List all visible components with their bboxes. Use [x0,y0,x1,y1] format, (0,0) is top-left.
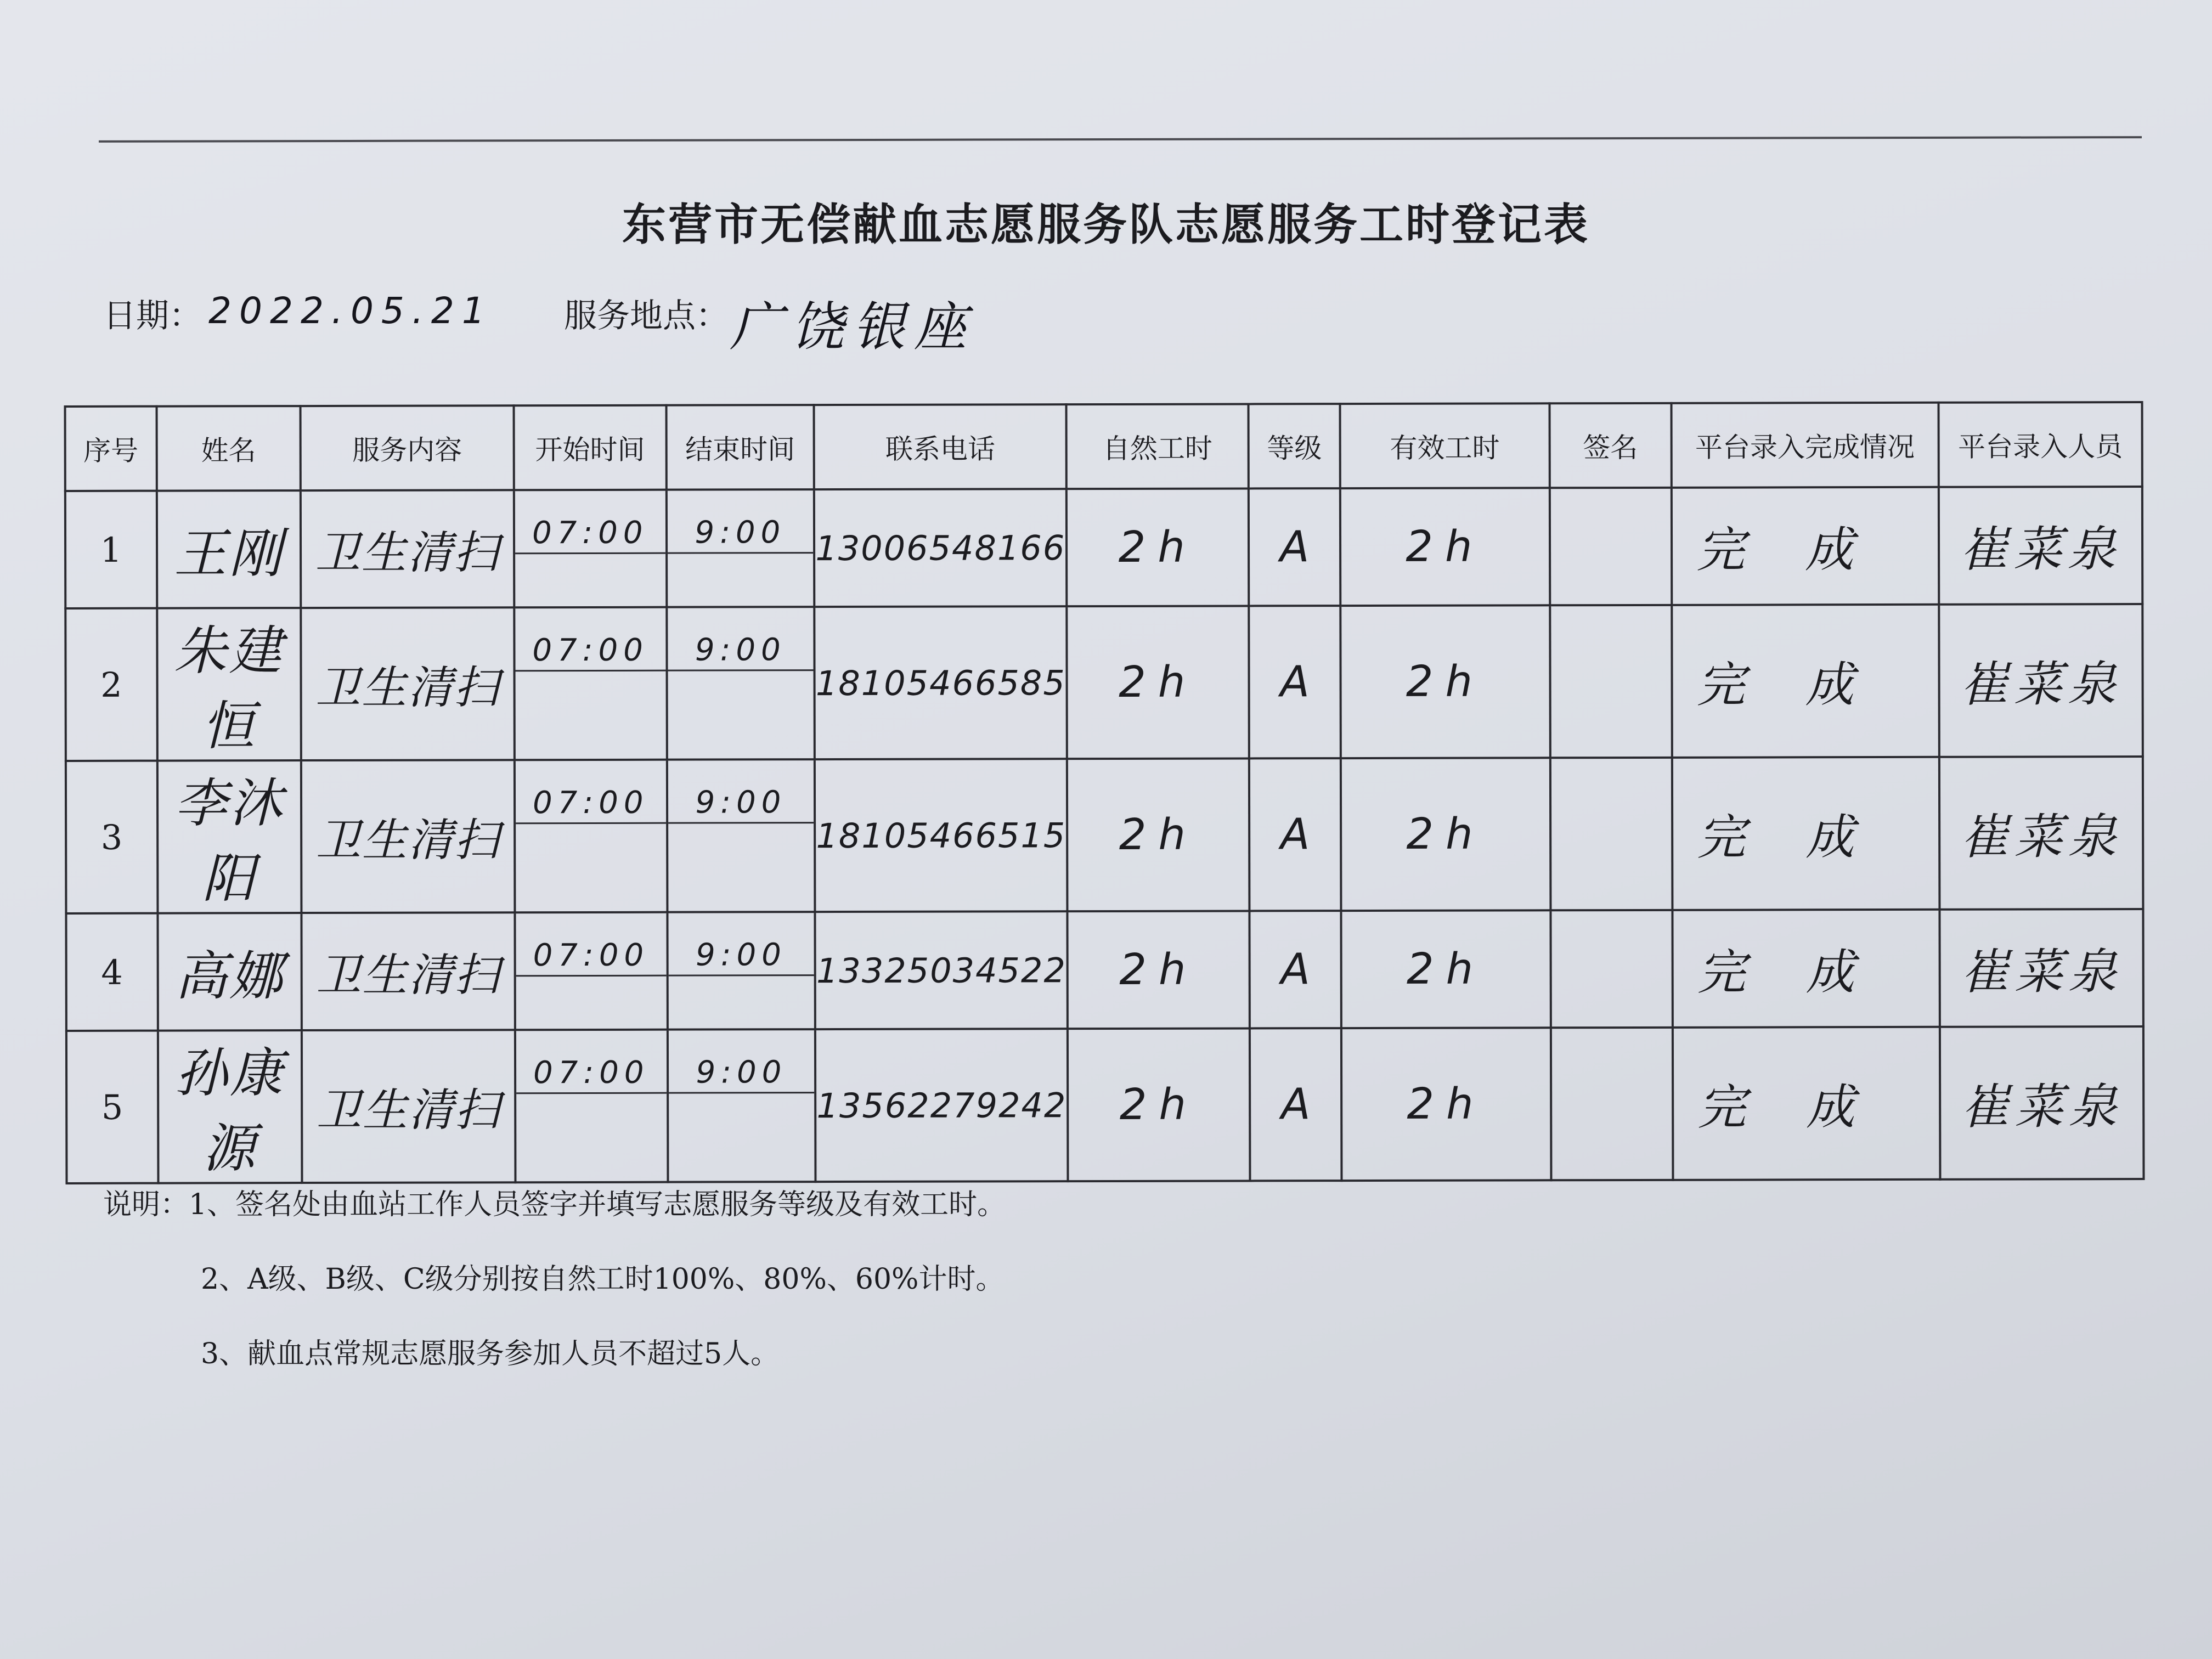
grade: A [1280,810,1310,860]
cell-divider [516,822,666,825]
table-row [66,757,2143,913]
table-row [65,487,2142,608]
effective-hours: 2h [1406,522,1485,572]
end-time: 9:00 [696,937,787,973]
platform-operator: 崔菜泉 [1961,1078,2123,1135]
grade: A [1280,657,1310,707]
table-row [66,909,2143,1031]
header-start-time: 开始时间 [514,405,666,490]
top-rule [99,136,2142,143]
header-content: 服务内容 [301,405,514,490]
note-item [103,1167,1006,1242]
date-label: 日期： [103,297,202,335]
start-time: 07:00 [533,937,650,974]
service-content: 卫生清扫 [315,661,500,714]
table-row [66,1026,2144,1183]
place-label: 服务地点： [564,297,729,335]
row-index: 2 [65,608,157,761]
row-index: 4 [66,913,157,1031]
start-time: 07:00 [532,515,648,551]
start-time: 07:00 [533,785,649,821]
hours-register-table [64,401,2145,1184]
cell-divider [515,552,665,555]
header-effective-hours: 有效工时 [1340,403,1550,488]
service-content: 卫生清扫 [315,526,500,579]
header-name: 姓名 [156,406,301,491]
place-value: 广饶银座 [730,296,975,358]
platform-operator: 崔菜泉 [1960,521,2121,578]
note-text: 1、签名处由血站工作人员签字并填写志愿服务等级及有效工时。 [189,1188,1006,1221]
header-index: 序号 [65,407,157,491]
notes-section [103,1167,1006,1391]
natural-hours: 2h [1118,522,1197,572]
natural-hours: 2h [1119,945,1198,995]
start-time: 07:00 [533,1054,650,1091]
note-text: 2、A级、B级、C级分别按自然工时100%、80%、60%计时。 [201,1263,1005,1296]
cell-divider [668,552,814,554]
note-item [103,1317,1006,1391]
form-title: 东营市无偿献血志愿服务队志愿服务工时登记表 [622,199,1590,250]
volunteer-name: 李沐阳 [174,772,285,910]
cell-divider [669,1092,815,1094]
phone-number: 13325034522 [816,950,1066,991]
header-natural-hours: 自然工时 [1066,404,1249,489]
table-row [65,604,2143,761]
platform-operator: 崔菜泉 [1960,808,2122,865]
platform-operator: 崔菜泉 [1960,656,2122,713]
cell-divider [668,974,814,977]
phone-number: 18105466515 [816,815,1066,856]
volunteer-name: 高娜 [174,945,285,1007]
start-time: 07:00 [532,632,648,669]
note-item [103,1242,1006,1317]
service-content: 卫生清扫 [316,1084,501,1137]
end-time: 9:00 [696,1054,787,1091]
volunteer-name: 朱建恒 [174,620,284,757]
cell-divider [668,669,814,672]
notes-prefix: 说明： [103,1188,189,1221]
service-content: 卫生清扫 [316,949,501,1002]
volunteer-name: 孙康源 [174,1042,285,1180]
volunteer-name: 王刚 [173,522,284,585]
grade: A [1281,1080,1311,1130]
header-platform-status: 平台录入完成情况 [1671,403,1938,488]
cell-divider [516,975,667,977]
phone-number: 18105466585 [815,662,1066,703]
phone-number: 13562279242 [816,1085,1067,1126]
effective-hours: 2h [1406,809,1485,859]
natural-hours: 2h [1119,1080,1199,1130]
platform-status: 完成 [1697,943,1915,1001]
phone-number: 13006548166 [815,527,1066,568]
platform-status: 完成 [1696,521,1914,578]
row-index: 5 [66,1031,158,1183]
cell-divider [515,670,665,672]
natural-hours: 2h [1119,657,1198,707]
header-phone: 联系电话 [814,404,1066,489]
header-signature: 签名 [1549,403,1672,488]
header-platform-operator: 平台录入人员 [1938,402,2142,487]
grade: A [1279,522,1310,572]
header-end-time: 结束时间 [666,405,814,490]
effective-hours: 2h [1406,944,1486,994]
header-grade: 等级 [1249,404,1340,488]
platform-operator: 崔菜泉 [1960,943,2123,1000]
date-value: 2022.05.21 [208,290,493,332]
row-index: 3 [66,761,157,913]
end-time: 9:00 [695,515,786,551]
effective-hours: 2h [1407,1079,1486,1129]
cell-divider [516,1092,667,1094]
platform-status: 完成 [1696,656,1914,713]
service-content: 卫生清扫 [315,814,500,867]
end-time: 9:00 [695,785,787,821]
end-time: 9:00 [695,632,786,668]
platform-status: 完成 [1697,1078,1915,1136]
cell-divider [668,822,814,824]
table-header-row [65,402,2142,491]
row-index: 1 [65,491,157,608]
natural-hours: 2h [1119,810,1198,860]
grade: A [1280,945,1311,995]
platform-status: 完成 [1697,808,1915,866]
effective-hours: 2h [1406,657,1485,707]
note-text: 3、献血点常规志愿服务参加人员不超过5人。 [201,1338,780,1370]
